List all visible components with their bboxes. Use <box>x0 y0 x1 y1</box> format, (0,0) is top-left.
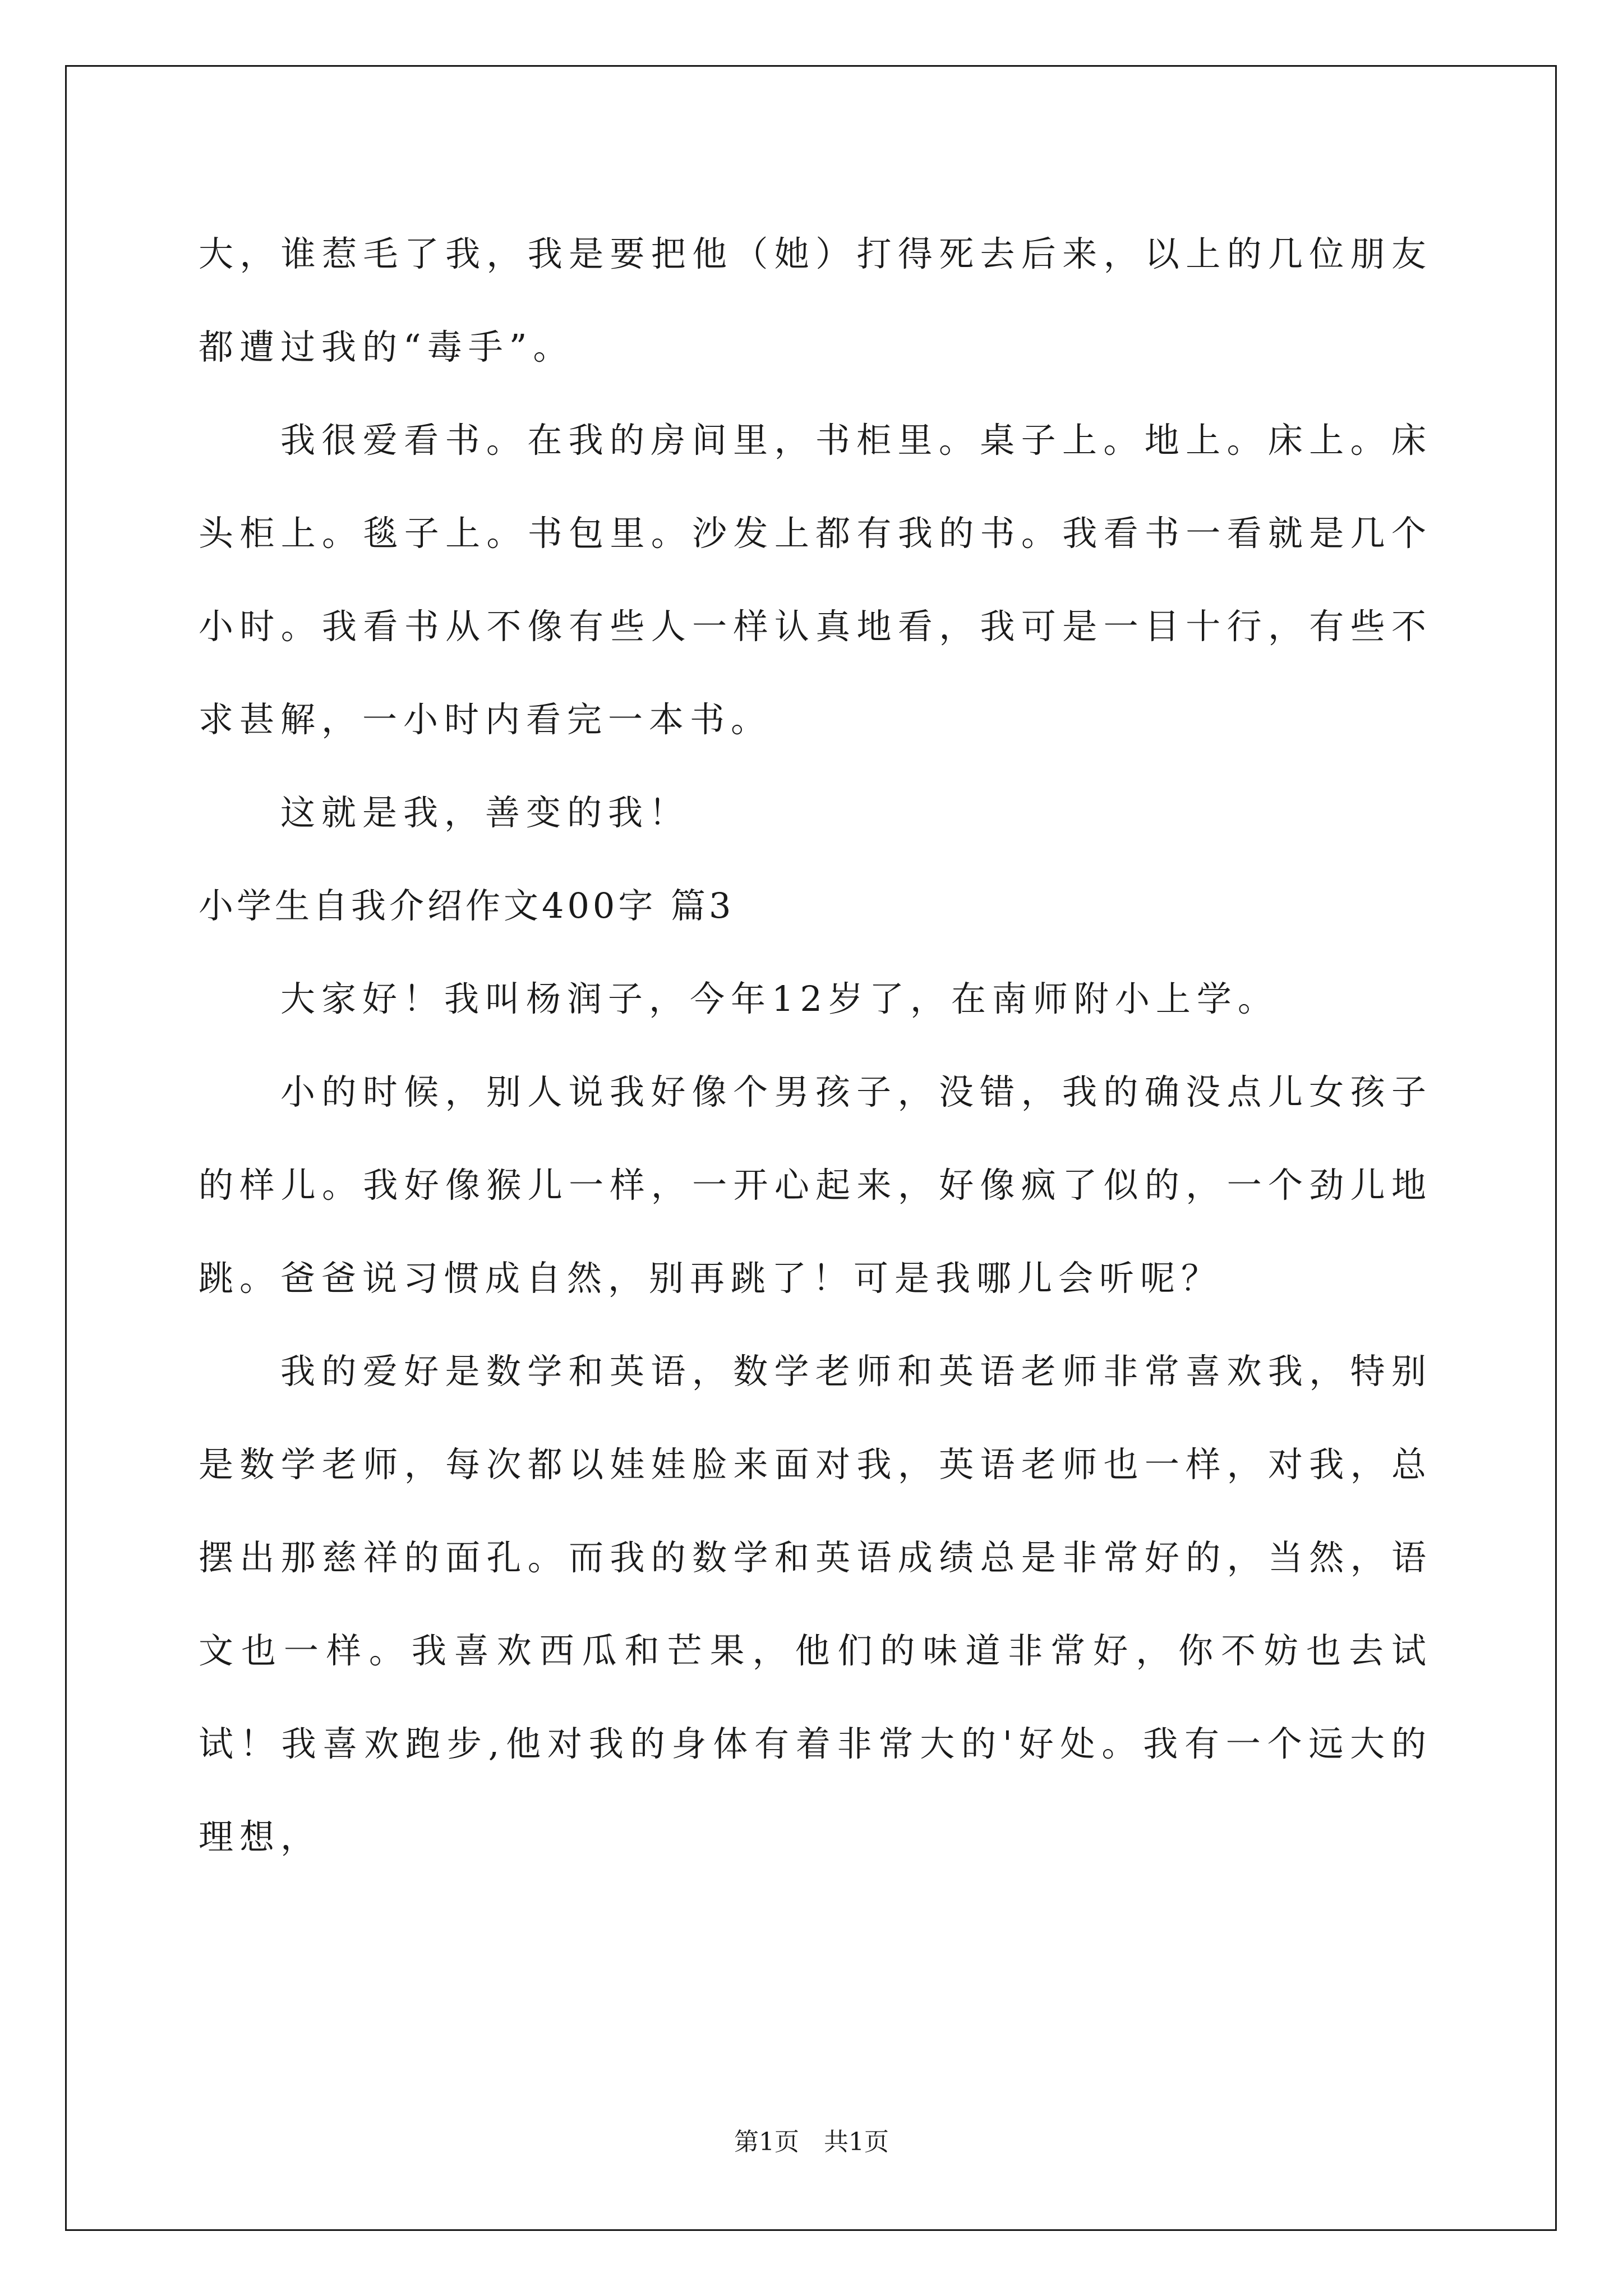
paragraph-conclusion: 这就是我，善变的我！ <box>280 792 690 833</box>
document-body <box>199 208 1432 1884</box>
paragraph-greeting: 大家好！我叫杨润子，今年12岁了，在南师附小上学。 <box>280 978 1279 1019</box>
paragraph-hobbies: 我的爱好是数学和英语，数学老师和英语老师非常喜欢我，特别是数学老师，每次都以娃娃脸来面对我，英语老师也一样，对我，总摆出那慈祥的面孔。而我的数学和英语成绩总是非常好的，当然，语文也一样。我喜欢西瓜和芒果，他们的味道非常好，你不妨也去试试！我喜欢跑步,他对我的身体有着非常大的'好处。我有一个远大的理想， <box>199 1351 1432 1857</box>
paragraph-childhood: 小的时候，别人说我好像个男孩子，没错，我的确没点儿女孩子的样儿。我好像猴儿一样，一开心起来，好像疯了似的，一个劲儿地跳。爸爸说习惯成自然，别再跳了！可是我哪儿会听呢？ <box>199 1071 1432 1299</box>
paragraph-reading: 我很爱看书。在我的房间里，书柜里。桌子上。地上。床上。床头柜上。毯子上。书包里。沙发上都有我的书。我看书一看就是几个小时。我看书从不像有些人一样认真地看，我可是一目十行，有些不求甚解，一小时内看完一本书。 <box>199 420 1432 740</box>
page-number-footer: 第1页 共1页 <box>734 2128 889 2156</box>
section-heading: 小学生自我介绍作文400字 篇3 <box>199 885 735 926</box>
paragraph-continued: 大，谁惹毛了我，我是要把他（她）打得死去后来，以上的几位朋友都遭过我的“毒手”。 <box>199 233 1432 367</box>
